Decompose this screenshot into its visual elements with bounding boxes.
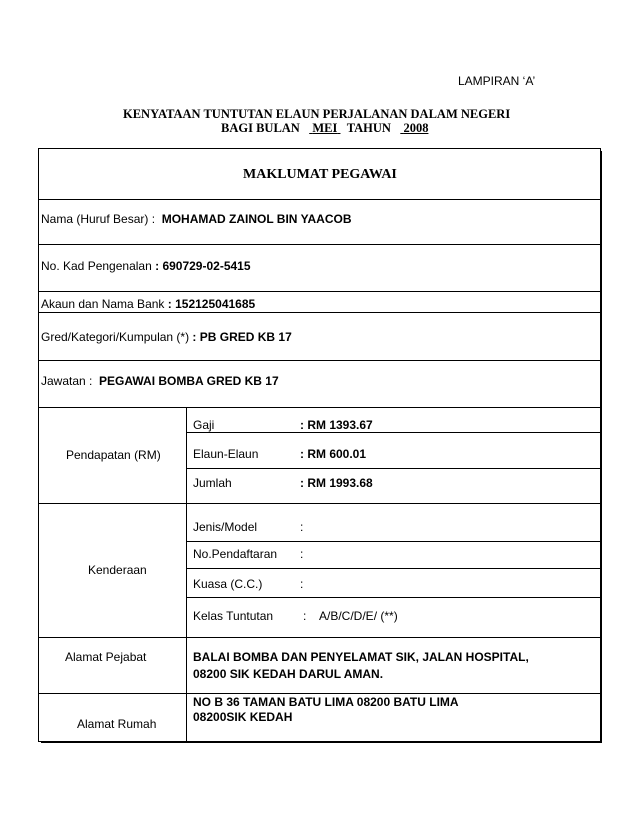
ic-value: : 690729-02-5415 <box>155 259 251 273</box>
alamat-pejabat-label: Alamat Pejabat <box>65 650 147 664</box>
bank-label: Akaun dan Nama Bank <box>41 297 165 311</box>
no-pendaftaran-label: No.Pendaftaran <box>193 547 278 561</box>
kuasa-label: Kuasa (C.C.) <box>193 577 263 591</box>
alamat-rumah-label: Alamat Rumah <box>77 717 157 731</box>
table-shadow-bottom <box>41 741 602 743</box>
nama-label: Nama (Huruf Besar) : <box>41 212 156 226</box>
inner-divider <box>187 432 600 433</box>
elaun-label: Elaun-Elaun <box>193 447 259 461</box>
bank-value: : 152125041685 <box>167 297 256 311</box>
jenis-model-label: Jenis/Model <box>193 520 258 534</box>
jumlah-value: : RM 1993.68 <box>300 476 373 490</box>
month-value: MEI <box>312 121 338 135</box>
inner-divider <box>187 468 600 469</box>
gred-row <box>41 330 292 344</box>
kelas-tuntutan-value: : A/B/C/D/E/ (**) <box>303 609 398 623</box>
row-divider <box>38 244 600 245</box>
section-title: MAKLUMAT PEGAWAI <box>243 167 397 182</box>
nama-row <box>41 212 352 226</box>
nama-value: MOHAMAD ZAINOL BIN YAACOB <box>161 212 352 226</box>
elaun-value: : RM 600.01 <box>300 447 367 461</box>
row-divider <box>38 407 600 408</box>
table-shadow-right <box>600 151 602 743</box>
row-divider <box>38 503 600 504</box>
table-left-border <box>38 148 39 741</box>
ic-row <box>41 259 251 273</box>
kelas-tuntutan-label: Kelas Tuntutan <box>193 609 274 623</box>
form-title: KENYATAAN TUNTUTAN ELAUN PERJALANAN DALAM NEGERI <box>123 107 511 121</box>
kenderaan-label: Kenderaan <box>88 563 147 577</box>
ic-label: No. Kad Pengenalan <box>41 259 152 273</box>
gred-label: Gred/Kategori/Kumpulan (*) <box>41 330 190 344</box>
gaji-value: : RM 1393.67 <box>300 418 373 432</box>
year-value: 2008 <box>403 121 429 135</box>
inner-divider <box>187 568 600 569</box>
column-divider <box>186 407 187 741</box>
row-divider <box>38 360 600 361</box>
gaji-label: Gaji <box>193 418 215 432</box>
inner-divider <box>187 597 600 598</box>
kuasa-value: : <box>300 577 304 591</box>
row-divider <box>38 199 600 200</box>
form-period <box>221 121 428 136</box>
gred-value: : PB GRED KB 17 <box>192 330 292 344</box>
table-top-border <box>38 148 600 149</box>
bagi-bulan-label: BAGI BULAN <box>221 121 300 135</box>
jawatan-row <box>41 374 279 388</box>
jawatan-label: Jawatan : <box>41 374 93 388</box>
alamat-rumah-line1: NO B 36 TAMAN BATU LIMA 08200 BATU LIMA <box>193 695 459 709</box>
alamat-pejabat-line1: BALAI BOMBA DAN PENYELAMAT SIK, JALAN HOSPITAL, <box>193 650 529 664</box>
tahun-label: TAHUN <box>346 121 391 135</box>
pendapatan-label: Pendapatan (RM) <box>66 448 161 462</box>
row-divider <box>38 291 600 292</box>
alamat-pejabat-line2: 08200 SIK KEDAH DARUL AMAN. <box>193 667 384 681</box>
jawatan-value: PEGAWAI BOMBA GRED KB 17 <box>99 374 279 388</box>
bank-row <box>41 297 255 311</box>
jenis-model-value: : <box>300 520 304 534</box>
row-divider <box>38 312 600 313</box>
no-pendaftaran-value: : <box>300 547 304 561</box>
row-divider <box>38 637 600 638</box>
inner-divider <box>187 541 600 542</box>
lampiran-label: LAMPIRAN ‘A’ <box>458 74 536 88</box>
jumlah-label: Jumlah <box>193 476 232 490</box>
row-divider <box>38 693 600 694</box>
alamat-rumah-line2: 08200SIK KEDAH <box>193 710 293 724</box>
